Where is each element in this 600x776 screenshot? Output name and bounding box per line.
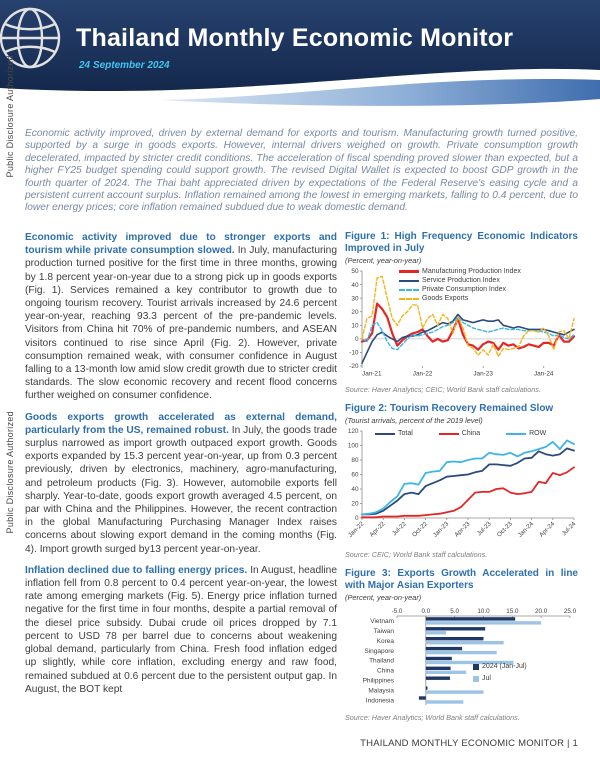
svg-text:China: China xyxy=(377,667,394,675)
svg-text:60: 60 xyxy=(351,471,359,479)
figure-2-subtitle: (Tourist arrivals, percent of the 2019 level) xyxy=(345,416,483,425)
svg-text:40: 40 xyxy=(351,486,359,494)
svg-text:Jan-23: Jan-23 xyxy=(431,520,451,539)
svg-text:20: 20 xyxy=(351,308,359,316)
svg-text:-5.0: -5.0 xyxy=(391,608,403,615)
legend-swatch xyxy=(506,433,526,435)
legend-swatch xyxy=(439,433,459,435)
figure-3-title: Figure 3: Exports Growth Accelerated in line with Major Asian Exporters xyxy=(345,568,578,591)
legend-item xyxy=(473,663,527,670)
paragraph-lead: Goods exports growth accelerated as external demand, particularly from the US, remained robust. xyxy=(25,411,337,436)
figure-2-legend xyxy=(375,430,546,437)
legend-label: Total xyxy=(398,430,413,437)
svg-text:80: 80 xyxy=(351,457,359,465)
legend-item xyxy=(375,430,413,437)
figure-3-subtitle: (Percent, year-on-year) xyxy=(345,593,422,602)
legend-item xyxy=(473,675,527,682)
public-disclosure-stamp-top: Public Disclosure Authorized xyxy=(5,54,15,178)
legend-label: Private Consumption Index xyxy=(422,286,507,293)
figure-2-chart xyxy=(345,426,578,549)
svg-text:5.0: 5.0 xyxy=(450,608,460,615)
figure-2-source: Source: CEIC; World Bank staff calculations. xyxy=(345,550,488,559)
svg-text:Jul-24: Jul-24 xyxy=(560,520,578,538)
svg-text:Apr-24: Apr-24 xyxy=(538,520,557,539)
paragraph-inflation xyxy=(25,564,337,696)
legend-swatch xyxy=(399,280,419,282)
svg-text:Oct-23: Oct-23 xyxy=(495,520,514,539)
executive-summary: Economic activity improved, driven by external demand for exports and tourism. Manufacturing growth turned positive, supported by a surge in goods exports. However, internal drivers weighed on growth. Private consumption growth decelerated, impacted by stricter credit conditions. The acceleration of fiscal spending proved slower than expected, but a higher FY25 budget spending could support growth. The revised Digital Wallet is expected to boost GDP growth in the fourth quarter of 2024. The Thai baht appreciated driven by expectations of the Federal Reserve's easing cycle and a persistent current account surplus. Inflation remained among the lowest in emerging markets, falling to 0.4 percent, due to lower energy prices; core inflation remained subdued due to weak domestic demand. xyxy=(25,128,578,214)
legend-swatch xyxy=(375,433,395,435)
svg-text:0: 0 xyxy=(354,515,359,523)
content-columns xyxy=(25,231,578,731)
legend-swatch xyxy=(399,298,419,300)
legend-label: Manufacturing Production Index xyxy=(422,268,521,275)
paragraph-body: In July, manufacturing production turned positive for the first time in three months, growing by 1.8 percent year-on-year due to a strong pick up in goods exports (Fig. 1). Services remained a key contributor to growth due to ongoing tourism recovery. Tourist arrivals increased by 24.6 percent year-on-year, reaching 93.3 percent of the pre-pandemic levels. Visitors from China hit 70% of pre-pandemic numbers, and ASEAN visitors continued to rise since April (Fig. 2). However, private consumption remained weak, with consumer confidence in August falling to a 13-month low amid slow credit growth due to stricter credit standards. The slow economic recovery and recent flood concerns further weighed on consumer confidence. xyxy=(25,245,338,402)
svg-text:Malaysia: Malaysia xyxy=(368,687,394,695)
page-footer: THAILAND MONTHLY ECONOMIC MONITOR | 1 xyxy=(360,738,578,749)
paragraph-economic-activity xyxy=(25,231,337,403)
svg-text:20.0: 20.0 xyxy=(535,608,548,615)
legend-item xyxy=(399,268,521,275)
svg-text:25.0: 25.0 xyxy=(563,608,577,615)
svg-text:Jul-23: Jul-23 xyxy=(475,520,493,538)
legend-item xyxy=(439,430,480,437)
figure-3-source: Source: Haver Analytics; World Bank staff calculations. xyxy=(345,713,520,722)
svg-text:Oct-22: Oct-22 xyxy=(410,520,430,539)
svg-text:Jan-23: Jan-23 xyxy=(473,370,493,378)
figure-1-legend xyxy=(399,268,521,302)
public-disclosure-stamp-middle: Public Disclosure Authorized xyxy=(5,410,15,534)
figure-3-legend xyxy=(473,663,527,682)
svg-text:Jan-21: Jan-21 xyxy=(362,370,382,378)
legend-label: Jul xyxy=(482,675,491,682)
legend-swatch xyxy=(473,664,479,670)
svg-text:Apr-22: Apr-22 xyxy=(368,520,387,539)
legend-item xyxy=(399,277,521,284)
legend-item xyxy=(399,286,521,293)
svg-text:50: 50 xyxy=(351,268,359,276)
legend-label: ROW xyxy=(529,430,547,437)
paragraph-lead: Economic activity improved due to stronger exports and tourism while private consumption slowed. xyxy=(25,232,337,257)
paragraph-body: In August, headline inflation fell from 0.8 percent to 0.4 percent year-on-year, the lowest rate among emerging markets (Fig. 5). Energy price inflation turned negative for the first time in four months, despite a partial removal of the diesel price subsidy. Dubai crude oil prices dropped by 7.1 percent to USD 78 per barrel due to concerns about weakening global demand, particularly from China. Fresh food inflation edged up slightly, while core inflation, excluding energy and raw food, remained subdued at 0.6 percent due to the persistent output gap. In August, the BOT kept xyxy=(25,564,337,695)
paragraph-lead: Inflation declined due to falling energy prices. xyxy=(25,564,248,576)
figure-1-subtitle: (Percent, year-on-year) xyxy=(345,256,422,265)
svg-text:Jan-24: Jan-24 xyxy=(516,520,536,539)
legend-swatch xyxy=(399,289,419,291)
svg-text:10.0: 10.0 xyxy=(477,608,490,615)
report-header xyxy=(0,0,600,112)
svg-text:Jan-22: Jan-22 xyxy=(412,370,433,378)
figure-1-title: Figure 1: High Frequency Economic Indicators Improved in July xyxy=(345,231,578,254)
figure-2 xyxy=(345,403,578,559)
svg-text:Philippines: Philippines xyxy=(362,677,394,685)
legend-label: Goods Exports xyxy=(422,295,469,302)
figure-3 xyxy=(345,568,578,722)
legend-label: China xyxy=(461,430,481,437)
paragraph-goods-exports xyxy=(25,411,337,556)
legend-swatch xyxy=(473,676,479,682)
svg-text:Singapore: Singapore xyxy=(364,647,394,655)
figure-1 xyxy=(345,231,578,394)
legend-item xyxy=(399,295,521,302)
svg-text:Jan-24: Jan-24 xyxy=(533,370,554,378)
svg-text:Jul-22: Jul-22 xyxy=(390,520,408,538)
svg-text:-20: -20 xyxy=(349,363,359,371)
svg-text:Jan-22: Jan-22 xyxy=(347,520,366,539)
svg-text:0.0: 0.0 xyxy=(421,608,431,615)
svg-text:40: 40 xyxy=(351,281,359,289)
svg-text:Apr-23: Apr-23 xyxy=(453,520,472,539)
svg-text:Indonesia: Indonesia xyxy=(365,697,394,705)
svg-text:0: 0 xyxy=(354,336,359,344)
svg-text:20: 20 xyxy=(351,500,359,508)
svg-text:15.0: 15.0 xyxy=(506,608,519,615)
figure-1-source: Source: Haver Analytics; CEIC; World Bank staff calculations. xyxy=(345,385,541,394)
header-wave xyxy=(0,0,600,112)
legend-label: 2024 (Jan-Jul) xyxy=(482,663,527,670)
svg-text:120: 120 xyxy=(347,428,359,436)
figure-3-chart xyxy=(345,603,578,712)
legend-swatch xyxy=(399,270,419,273)
legend-item xyxy=(506,430,546,437)
figure-2-title: Figure 2: Tourism Recovery Remained Slow xyxy=(345,403,554,414)
report-date: 24 September 2024 xyxy=(79,60,170,71)
svg-text:-10: -10 xyxy=(349,349,359,357)
figures-column xyxy=(345,231,578,731)
text-column xyxy=(25,231,337,731)
paragraph-body: In July, the goods trade surplus narrowed as import growth outpaced export growth. Goods exports expanded by 15.3 percent year-on-year, up from 0.3 percent previously, driven by electronics, machinery, agro-manufacturing, and petroleum products (Fig. 3). However, automobile exports fell sharply. Year-to-date, goods export growth averaged 4.5 percent, on par with China and the Philippines. However, the recent contraction in the global Manufacturing Purchasing Manager Index raises concerns about slowing export demand in the coming months (Fig. 4). Import growth surged by13 percent year-on-year. xyxy=(25,424,337,555)
report-title: Thailand Monthly Economic Monitor xyxy=(76,24,514,52)
svg-text:30: 30 xyxy=(351,295,359,303)
svg-text:Taiwan: Taiwan xyxy=(373,628,394,636)
svg-text:10: 10 xyxy=(351,322,359,330)
svg-text:Thailand: Thailand xyxy=(369,657,394,665)
legend-label: Service Production Index xyxy=(422,277,500,284)
figure-1-chart xyxy=(345,266,578,384)
svg-text:Vietnam: Vietnam xyxy=(370,618,394,626)
svg-text:Korea: Korea xyxy=(376,637,394,645)
svg-text:100: 100 xyxy=(347,442,359,450)
